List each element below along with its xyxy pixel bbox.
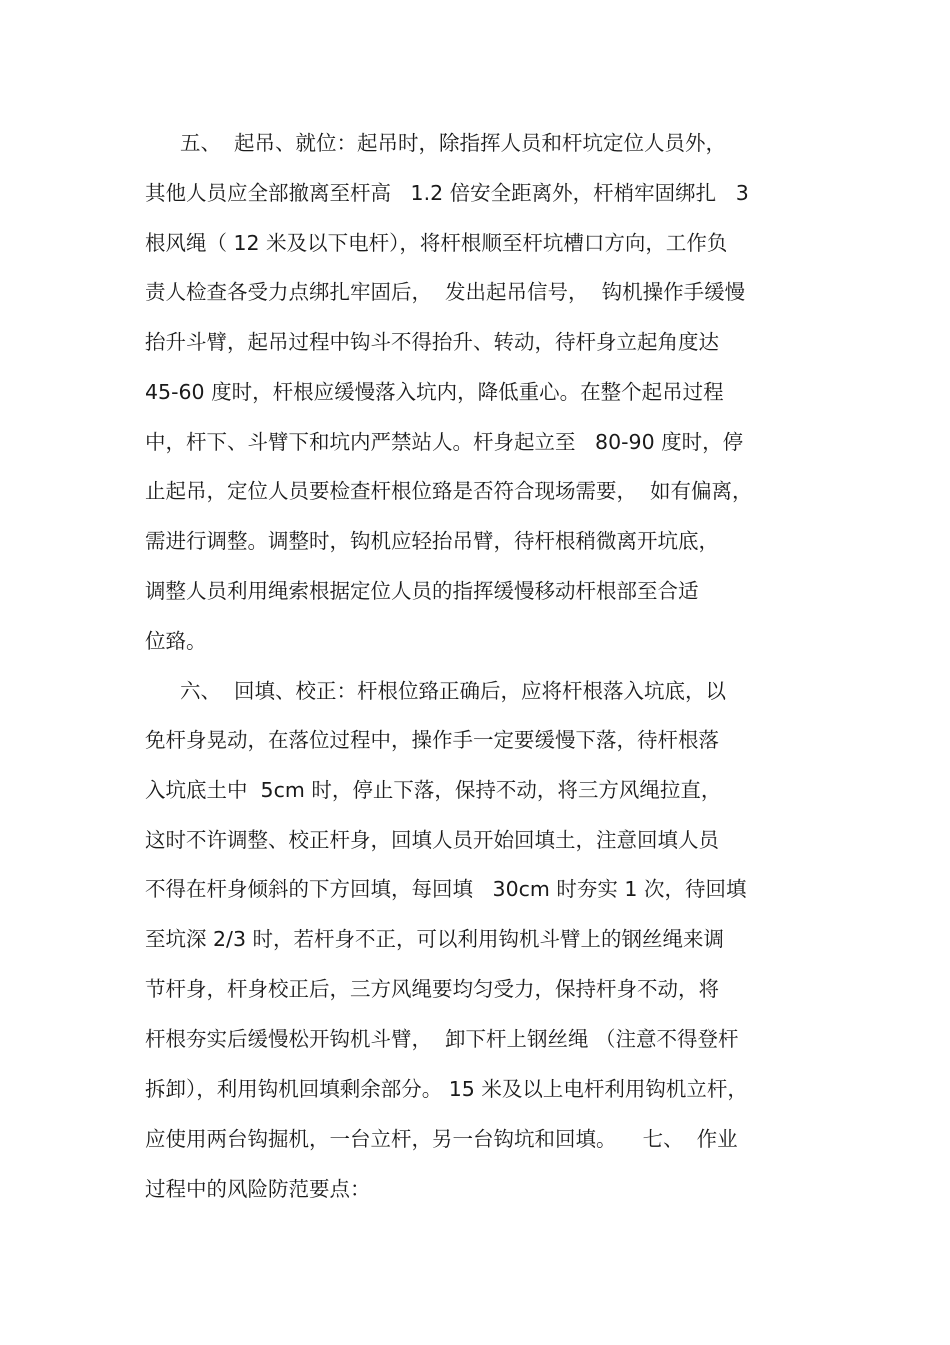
text-line: 位臵。 <box>145 629 207 653</box>
text-line: 免杆身晃动，在落位过程中，操作手一定要缓慢下落，待杆根落 <box>145 728 719 752</box>
text-line: 调整人员利用绳索根据定位人员的指挥缓慢移动杆根部至合适 <box>145 579 699 603</box>
text-line: 根风绳（ 12 米及以下电杆），将杆根顺至杆坑槽口方向，工作负 <box>145 231 728 255</box>
text-line: 六、 回填、校正：杆根位臵正确后，应将杆根落入坑底，以 <box>180 679 727 703</box>
text-line: 责人检查各受力点绑扎牢固后， 发出起吊信号， 钩机操作手缓慢 <box>145 280 746 304</box>
text-line: 应使用两台钩掘机，一台立杆，另一台钩坑和回填。 七、 作业 <box>145 1127 738 1151</box>
text-line: 入坑底土中 5cm 时，停止下落，保持不动，将三方风绳拉直， <box>145 778 722 802</box>
text-line: 至坑深 2/3 时，若杆身不正，可以利用钩机斗臂上的钢丝绳来调 <box>145 927 725 951</box>
text-line: 其他人员应全部撤离至杆高 1.2 倍安全距离外，杆梢牢固绑扎 3 <box>145 181 749 205</box>
text-line: 抬升斗臂，起吊过程中钩斗不得抬升、转动，待杆身立起角度达 <box>145 330 719 354</box>
text-line: 五、 起吊、就位：起吊时，除指挥人员和杆坑定位人员外， <box>180 131 727 155</box>
text-line: 不得在杆身倾斜的下方回填，每回填 30cm 时夯实 1 次，待回填 <box>145 877 747 901</box>
text-line: 这时不许调整、校正杆身，回填人员开始回填土，注意回填人员 <box>145 828 719 852</box>
text-line: 需进行调整。调整时，钩机应轻抬吊臂，待杆根稍微离开坑底， <box>145 529 719 553</box>
text-line: 止起吊，定位人员要检查杆根位臵是否符合现场需要， 如有偏离， <box>145 479 753 503</box>
text-line: 拆卸），利用钩机回填剩余部分。 15 米及以上电杆利用钩机立杆， <box>145 1077 748 1101</box>
text-line: 中，杆下、斗臂下和坑内严禁站人。杆身起立至 80-90 度时，停 <box>145 430 744 454</box>
text-line: 过程中的风险防范要点： <box>145 1177 371 1201</box>
text-line: 杆根夯实后缓慢松开钩机斗臂， 卸下杆上钢丝绳 （注意不得登杆 <box>145 1027 739 1051</box>
text-line: 节杆身，杆身校正后，三方风绳要均匀受力，保持杆身不动，将 <box>145 977 719 1001</box>
text-line: 45-60 度时，杆根应缓慢落入坑内，降低重心。在整个起吊过程 <box>145 380 724 404</box>
